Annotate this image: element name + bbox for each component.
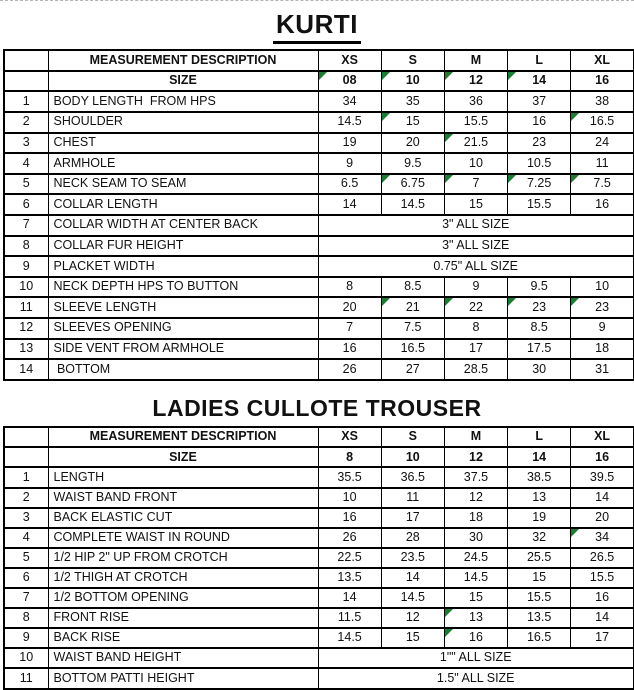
value-cell: 16 [318,339,381,360]
value-cell: 15 [444,194,507,215]
value-cell: 24.5 [444,548,507,568]
cell-corner-flag-icon [571,175,579,183]
measurement-row [4,359,634,380]
size-value-cell: 8 [318,447,381,467]
cell-corner-flag-icon [445,298,453,306]
description-cell: WAIST BAND FRONT [48,488,318,508]
value-cell: 31 [571,359,634,380]
size-column-header-cell: L [508,50,571,71]
size-column-header-cell: XS [318,427,381,447]
value-cell: 15.5 [508,194,571,215]
row-number-cell: 9 [4,628,48,648]
measurement-row [4,508,634,528]
description-cell: FRONT RISE [48,608,318,628]
description-cell: WAIST BAND HEIGHT [48,648,318,668]
value-cell: 36 [444,91,507,112]
value-cell: 16.5 [381,339,444,360]
description-cell: COLLAR FUR HEIGHT [48,236,318,257]
description-cell: SLEEVE LENGTH [48,297,318,318]
value-cell: 14.5 [444,568,507,588]
description-cell: PLACKET WIDTH [48,256,318,277]
measurement-row [4,133,634,154]
merged-value-cell: 3" ALL SIZE [318,236,634,257]
kurti-title-block [0,1,634,49]
value-cell: 23 [508,297,571,318]
row-number-cell [4,71,48,92]
row-number-cell: 9 [4,256,48,277]
value-cell: 10 [318,488,381,508]
value-cell: 15 [444,588,507,608]
description-cell: LENGTH [48,467,318,487]
value-cell: 14.5 [381,194,444,215]
row-number-cell: 13 [4,339,48,360]
value-cell: 10.5 [508,153,571,174]
value-cell: 35 [381,91,444,112]
measurement-row [4,648,634,668]
value-cell: 12 [381,608,444,628]
size-value-cell: 16 [571,71,634,92]
value-cell: 7 [318,318,381,339]
value-cell: 28 [381,528,444,548]
measurement-row [4,112,634,133]
description-cell: NECK SEAM TO SEAM [48,174,318,195]
value-cell: 16 [318,508,381,528]
cell-corner-flag-icon [382,72,390,80]
value-cell: 7.25 [508,174,571,195]
value-cell: 17.5 [508,339,571,360]
size-column-header-cell: XS [318,50,381,71]
row-number-cell: 14 [4,359,48,380]
value-cell: 9.5 [508,277,571,298]
size-value-cell: 12 [444,71,507,92]
value-cell: 21 [381,297,444,318]
value-cell: 13.5 [318,568,381,588]
size-column-header-cell: XL [571,50,634,71]
value-cell: 22 [444,297,507,318]
description-cell: BOTTOM [48,359,318,380]
merged-value-cell: 0.75" ALL SIZE [318,256,634,277]
value-cell: 36.5 [381,467,444,487]
value-cell: 14.5 [318,628,381,648]
size-label-cell: SIZE [48,71,318,92]
row-number-header-cell [4,427,48,447]
row-number-cell: 6 [4,194,48,215]
value-cell: 11 [571,153,634,174]
value-cell: 20 [571,508,634,528]
value-cell: 21.5 [444,133,507,154]
row-number-cell: 2 [4,112,48,133]
value-cell: 23.5 [381,548,444,568]
value-cell: 12 [444,488,507,508]
row-number-cell: 11 [4,297,48,318]
value-cell: 11 [381,488,444,508]
description-cell: 1/2 BOTTOM OPENING [48,588,318,608]
description-cell: COLLAR LENGTH [48,194,318,215]
row-number-cell: 5 [4,174,48,195]
value-cell: 13.5 [508,608,571,628]
value-cell: 10 [444,153,507,174]
cell-corner-flag-icon [445,72,453,80]
row-number-cell: 12 [4,318,48,339]
cell-corner-flag-icon [445,134,453,142]
row-number-cell: 1 [4,467,48,487]
row-number-cell: 3 [4,133,48,154]
measurement-row [4,628,634,648]
row-number-cell: 3 [4,508,48,528]
value-cell: 37.5 [444,467,507,487]
description-cell: BODY LENGTH FROM HPS [48,91,318,112]
measurement-row [4,608,634,628]
merged-value-cell: 1.5" ALL SIZE [318,668,634,688]
value-cell: 9 [444,277,507,298]
size-column-header-cell: M [444,50,507,71]
value-cell: 16.5 [571,112,634,133]
header-row [4,50,634,71]
value-cell: 27 [381,359,444,380]
size-column-header-cell: XL [571,427,634,447]
size-value-cell: 10 [381,71,444,92]
measurement-row [4,236,634,257]
value-cell: 8 [318,277,381,298]
value-cell: 37 [508,91,571,112]
measurement-row [4,568,634,588]
description-cell: NECK DEPTH HPS TO BUTTON [48,277,318,298]
cell-corner-flag-icon [382,298,390,306]
row-number-cell: 4 [4,153,48,174]
measurement-row [4,174,634,195]
value-cell: 39.5 [571,467,634,487]
cell-corner-flag-icon [445,629,453,637]
measurement-row [4,277,634,298]
measurement-row [4,194,634,215]
description-cell: COLLAR WIDTH AT CENTER BACK [48,215,318,236]
description-cell: BACK RISE [48,628,318,648]
cell-corner-flag-icon [508,72,516,80]
size-column-header-cell: S [381,427,444,447]
value-cell: 16 [571,194,634,215]
measurement-row [4,467,634,487]
value-cell: 26 [318,359,381,380]
value-cell: 34 [571,528,634,548]
cell-corner-flag-icon [445,609,453,617]
value-cell: 38 [571,91,634,112]
description-header-cell: MEASUREMENT DESCRIPTION [48,427,318,447]
measurement-row [4,153,634,174]
value-cell: 11.5 [318,608,381,628]
value-cell: 18 [444,508,507,528]
row-number-cell: 11 [4,668,48,688]
trouser-table-container [0,426,634,689]
value-cell: 7 [444,174,507,195]
size-column-header-cell: L [508,427,571,447]
value-cell: 23 [571,297,634,318]
row-number-cell [4,447,48,467]
cell-corner-flag-icon [571,113,579,121]
cell-corner-flag-icon [571,529,579,537]
size-value-cell: 08 [318,71,381,92]
row-number-cell: 2 [4,488,48,508]
value-cell: 14 [571,608,634,628]
cell-corner-flag-icon [382,175,390,183]
measurement-row [4,528,634,548]
size-row [4,71,634,92]
size-value-cell: 14 [508,447,571,467]
value-cell: 9.5 [381,153,444,174]
value-cell: 26.5 [571,548,634,568]
measurement-row [4,256,634,277]
description-cell: CHEST [48,133,318,154]
cell-corner-flag-icon [319,72,327,80]
value-cell: 35.5 [318,467,381,487]
value-cell: 30 [508,359,571,380]
value-cell: 16 [508,112,571,133]
size-row [4,447,634,467]
description-cell: ARMHOLE [48,153,318,174]
value-cell: 15 [381,112,444,133]
value-cell: 10 [571,277,634,298]
value-cell: 9 [318,153,381,174]
value-cell: 14 [318,588,381,608]
value-cell: 8.5 [508,318,571,339]
description-cell: SLEEVES OPENING [48,318,318,339]
value-cell: 26 [318,528,381,548]
size-value-cell: 16 [571,447,634,467]
value-cell: 15.5 [444,112,507,133]
value-cell: 17 [444,339,507,360]
description-cell: COMPLETE WAIST IN ROUND [48,528,318,548]
value-cell: 8.5 [381,277,444,298]
row-number-cell: 8 [4,236,48,257]
value-cell: 8 [444,318,507,339]
value-cell: 7.5 [571,174,634,195]
size-column-header-cell: M [444,427,507,447]
row-number-cell: 8 [4,608,48,628]
measurement-row [4,488,634,508]
measurement-row [4,339,634,360]
value-cell: 28.5 [444,359,507,380]
cell-corner-flag-icon [445,175,453,183]
measurement-row [4,318,634,339]
value-cell: 19 [318,133,381,154]
value-cell: 22.5 [318,548,381,568]
row-number-cell: 5 [4,548,48,568]
header-row [4,427,634,447]
measurement-row [4,215,634,236]
value-cell: 13 [444,608,507,628]
size-value-cell: 12 [444,447,507,467]
row-number-header-cell [4,50,48,71]
row-number-cell: 1 [4,91,48,112]
value-cell: 20 [318,297,381,318]
trouser-title-block [0,381,634,427]
kurti-title: KURTI [273,9,361,44]
value-cell: 15.5 [508,588,571,608]
measurement-table [3,426,634,689]
value-cell: 16 [571,588,634,608]
description-cell: SHOULDER [48,112,318,133]
measurement-row [4,548,634,568]
value-cell: 38.5 [508,467,571,487]
value-cell: 14 [571,488,634,508]
value-cell: 18 [571,339,634,360]
value-cell: 14 [381,568,444,588]
cell-corner-flag-icon [508,298,516,306]
value-cell: 20 [381,133,444,154]
row-number-cell: 10 [4,277,48,298]
description-cell: 1/2 HIP 2" UP FROM CROTCH [48,548,318,568]
measurement-row [4,91,634,112]
size-value-cell: 10 [381,447,444,467]
kurti-table-container [0,49,634,381]
size-column-header-cell: S [381,50,444,71]
value-cell: 6.75 [381,174,444,195]
value-cell: 16 [444,628,507,648]
value-cell: 7.5 [381,318,444,339]
value-cell: 17 [381,508,444,528]
description-cell: 1/2 THIGH AT CROTCH [48,568,318,588]
description-cell: SIDE VENT FROM ARMHOLE [48,339,318,360]
row-number-cell: 10 [4,648,48,668]
merged-value-cell: 3" ALL SIZE [318,215,634,236]
cell-corner-flag-icon [382,113,390,121]
measurement-row [4,588,634,608]
value-cell: 15.5 [571,568,634,588]
description-cell: BOTTOM PATTI HEIGHT [48,668,318,688]
value-cell: 15 [508,568,571,588]
value-cell: 13 [508,488,571,508]
value-cell: 14 [318,194,381,215]
value-cell: 14.5 [318,112,381,133]
measurement-table [3,49,634,381]
row-number-cell: 6 [4,568,48,588]
cell-corner-flag-icon [508,175,516,183]
value-cell: 30 [444,528,507,548]
value-cell: 6.5 [318,174,381,195]
row-number-cell: 7 [4,588,48,608]
trouser-title: LADIES CULLOTE TROUSER [152,394,482,421]
row-number-cell: 7 [4,215,48,236]
size-label-cell: SIZE [48,447,318,467]
value-cell: 23 [508,133,571,154]
value-cell: 15 [381,628,444,648]
description-cell: BACK ELASTIC CUT [48,508,318,528]
value-cell: 34 [318,91,381,112]
value-cell: 16.5 [508,628,571,648]
size-value-cell: 14 [508,71,571,92]
value-cell: 9 [571,318,634,339]
cell-corner-flag-icon [571,298,579,306]
value-cell: 25.5 [508,548,571,568]
value-cell: 19 [508,508,571,528]
value-cell: 17 [571,628,634,648]
row-number-cell: 4 [4,528,48,548]
value-cell: 14.5 [381,588,444,608]
value-cell: 32 [508,528,571,548]
value-cell: 24 [571,133,634,154]
measurement-row [4,297,634,318]
measurement-row [4,668,634,688]
merged-value-cell: 1"" ALL SIZE [318,648,634,668]
description-header-cell: MEASUREMENT DESCRIPTION [48,50,318,71]
